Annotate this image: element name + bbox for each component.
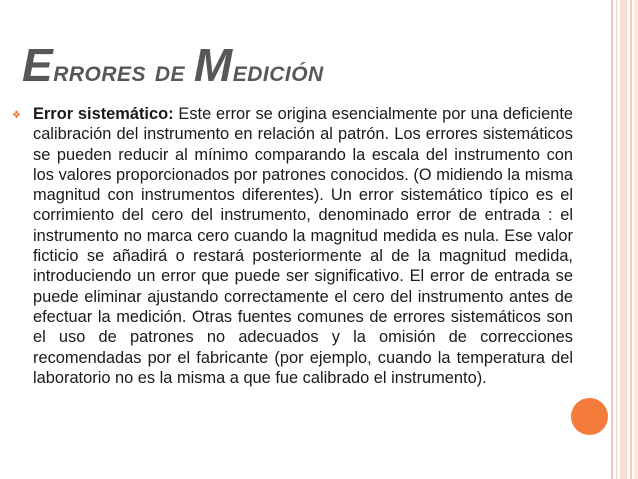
title-initial-m: M	[193, 39, 233, 91]
decorative-circle	[571, 398, 608, 435]
decorative-stripe	[611, 0, 613, 479]
title-part-1: rrores de	[53, 55, 194, 88]
decorative-stripe	[620, 0, 627, 479]
slide-title	[22, 38, 324, 92]
bullet-body: Este error se origina esencialmente por una deficiente calibración del instrumento en relación al patrón. Los errores sistemáticos se pueden reducir al mínimo comparando la escala del instrumento con los valores proporcionados por patrones conocidos. (O midiendo la misma magnitud con instrumentos diferentes). Un error sistemático típico es el corrimiento del cero del instrumento, denominado error de entrada : el instrumento no marca cero cuando la magnitud medida es nula. Ese valor ficticio se añadirá o restará posteriormente al de la magnitud medida, introduciendo un error que puede ser significativo. El error de entrada se puede eliminar ajustando correctamente el cero del instrumento antes de efectuar la medición. Otras fuentes comunes de errores sistemáticos son el uso de patrones no adecuados y la omisión de correcciones recomendadas por el fabricante (por ejemplo, cuando la temperatura del laboratorio no es la misma a que fue calibrado el instrumento).	[33, 105, 573, 387]
wingding-bullet-icon: ❖	[12, 110, 21, 121]
bullet-paragraph	[33, 104, 573, 388]
bullet-term: Error sistemático:	[33, 105, 174, 123]
decorative-stripe	[630, 0, 632, 479]
decorative-stripe	[616, 0, 617, 479]
decorative-stripe	[634, 0, 638, 479]
title-part-2: edición	[232, 55, 324, 88]
title-initial-e: E	[22, 39, 54, 91]
